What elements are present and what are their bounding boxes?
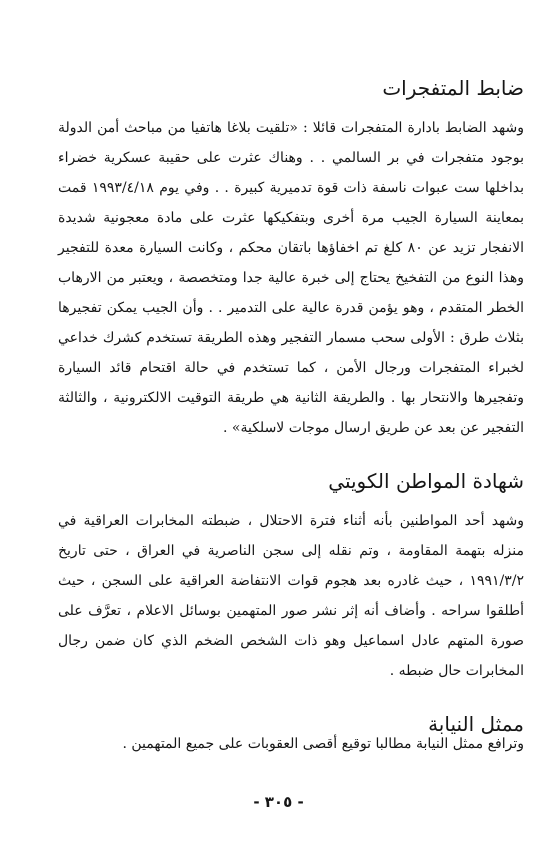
paragraph-explosives-officer-testimony: وشهد الضابط بادارة المتفجرات قائلا : «تلقيت بلاغا هاتفيا من مباحث أمن الدولة بوجود متفجرات في بر السالمي . . وهناك عثرت على حقيبة عسكرية خضراء بداخلها ست عبوات ناسفة ذات قوة تدميرية كبيرة . . وفي يوم ١٩٩٣/٤/١٨ قمت بمعاينة السيارة الجيب مرة أخرى وبتفكيكها عثرت على مادة معجونية شديدة الانفجار تزيد عن ٨٠ كلغ تم اخفاؤها باتقان محكم ، وكانت السيارة معدة للتفجير وهذا النوع من التفخيخ يحتاج إلى خبرة عالية جدا ومتخصصة ، ويعتبر من الارهاب الخطر المتقدم ، وهو يؤمن قدرة عالية على التدمير . . وأن الجيب يمكن تفجيرها بثلاث طرق : الأولى سحب مسمار التفجير وهذه الطريقة تستخدم كشرك خداعي لخبراء المتفجرات ورجال الأمن ، كما تستخدم في حالة اقتحام قائد السيارة وتفجيرها والانتحار بها . والطريقة الثانية هي طريقة التوقيت الالكترونية ، والثالثة التفجير عن بعد عن طريق ارسال موجات لاسلكية» . (58, 120, 524, 436)
page-number: - ٣٠٥ - (253, 793, 304, 811)
section-heading-prosecution: ممثل النيابة (428, 712, 524, 736)
paragraph-prosecution-request: وترافع ممثل النيابة مطالبا توقيع أقصى العقوبات على جميع المتهمين . (122, 736, 524, 752)
paragraph-kuwaiti-citizen-testimony: وشهد أحد المواطنين بأنه أثناء فترة الاحتلال ، ضبطته المخابرات العراقية في منزله بتهمة المقاومة ، وتم نقله إلى سجن الناصرية في العراق ، حتى تاريخ ١٩٩١/٣/٢ ، حيث غادره بعد هجوم قوات الانتفاضة العراقية على السجن ، حيث أطلقوا سراحه . وأضاف أنه إثر نشر صور المتهمين بوسائل الاعلام ، تعرَّف على صورة المتهم عادل اسماعيل وهو ذات الشخص الضخم الذي كان ضمن رجال المخابرات حال ضبطه . (58, 513, 524, 679)
section-heading-explosives-officer: ضابط المتفجرات (382, 76, 524, 100)
section-heading-kuwaiti-citizen: شهادة المواطن الكويتي (328, 469, 524, 493)
